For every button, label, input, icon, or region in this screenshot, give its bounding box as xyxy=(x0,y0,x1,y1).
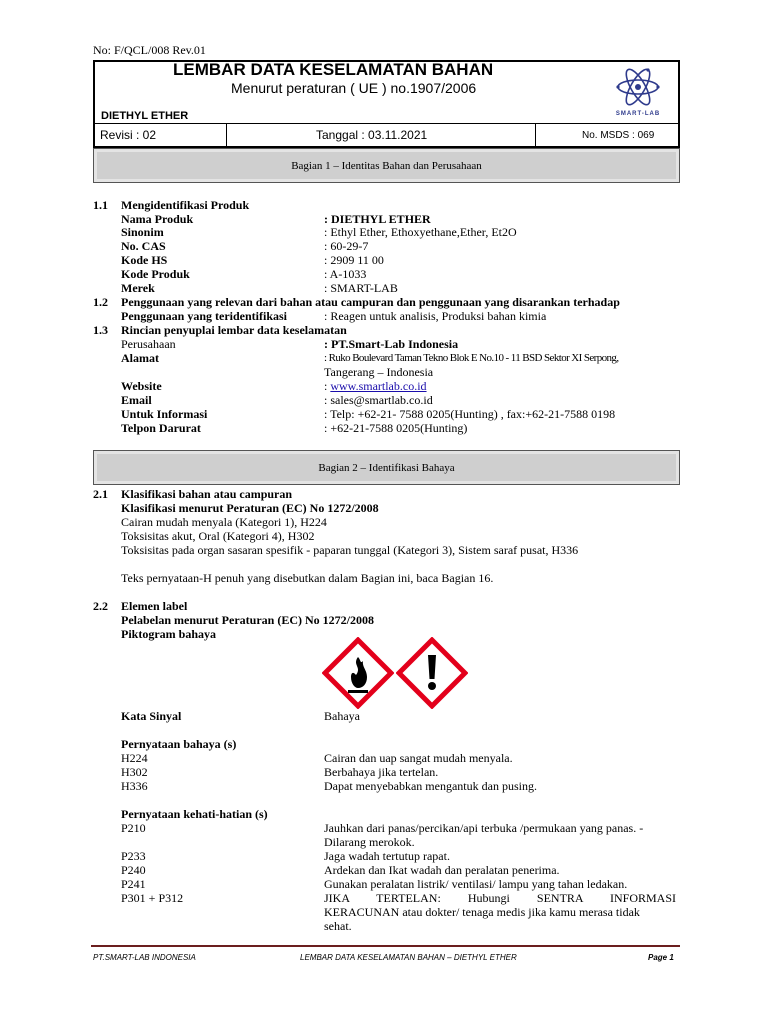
sinonim-label: Sinonim xyxy=(121,225,164,239)
use-value: : Reagen untuk analisis, Produksi bahan kimia xyxy=(324,309,547,323)
s11-title: Mengidentifikasi Produk xyxy=(121,198,250,212)
section-2-header xyxy=(93,450,680,485)
flame-pictogram-icon xyxy=(322,637,394,709)
sinonim-value: : Ethyl Ether, Ethoxyethane,Ether, Et2O xyxy=(324,225,517,239)
s11-number: 1.1 xyxy=(93,198,108,212)
cas-label: No. CAS xyxy=(121,239,166,253)
p240-code: P240 xyxy=(121,863,146,877)
section-1-title: Bagian 1 – Identitas Bahan dan Perusahaan xyxy=(291,159,482,172)
email-value: : sales@smartlab.co.id xyxy=(324,393,433,407)
class-1: Cairan mudah menyala (Kategori 1), H224 xyxy=(121,515,327,529)
alamat-value: : Ruko Boulevard Taman Tekno Blok E No.10 - 11 BSD Sektor XI Serpong, xyxy=(324,352,619,364)
msds-number: No. MSDS : 069 xyxy=(582,130,655,141)
website-link[interactable]: www.smartlab.co.id xyxy=(330,379,427,393)
h302-code: H302 xyxy=(121,765,148,779)
footer-page-number: Page 1 xyxy=(648,953,674,962)
p240-text: Ardekan dan Ikat wadah dan peralatan penerima. xyxy=(324,863,560,877)
perusahaan-label: Perusahaan xyxy=(121,337,176,351)
use-label: Penggunaan yang teridentifikasi xyxy=(121,309,288,323)
p241-code: P241 xyxy=(121,877,146,891)
section-1-header xyxy=(93,148,680,183)
website-value xyxy=(324,379,427,393)
info-label: Untuk Informasi xyxy=(121,407,208,421)
page-subtitle: Menurut peraturan ( UE ) no.1907/2006 xyxy=(231,80,477,96)
p301-text: JIKA TERTELAN: Hubungi SENTRA INFORMASI xyxy=(324,891,676,905)
page-title: LEMBAR DATA KESELAMATAN BAHAN xyxy=(173,60,494,79)
s12-number: 1.2 xyxy=(93,295,108,309)
alamat-value-line2: Tangerang – Indonesia xyxy=(324,365,434,379)
s21-sub: Klasifikasi menurut Peraturan (EC) No 1272/2008 xyxy=(121,501,379,515)
s22-number: 2.2 xyxy=(93,599,108,613)
h224-code: H224 xyxy=(121,751,148,765)
issue-date: Tanggal : 03.11.2021 xyxy=(316,128,428,142)
darurat-value: : +62-21-7588 0205(Hunting) xyxy=(324,421,468,435)
s22-sub: Pelabelan menurut Peraturan (EC) No 1272/2008 xyxy=(121,613,374,627)
section-2-title: Bagian 2 – Identifikasi Bahaya xyxy=(318,461,455,474)
h-note: Teks pernyataan-H penuh yang disebutkan dalam Bagian ini, baca Bagian 16. xyxy=(121,571,494,585)
hs-label: Kode HS xyxy=(121,253,168,267)
p233-text: Jaga wadah tertutup rapat. xyxy=(324,849,450,863)
p241-text: Gunakan peralatan listrik/ ventilasi/ lampu yang tahan ledakan. xyxy=(324,877,628,891)
exclamation-pictogram-icon xyxy=(396,637,468,709)
info-value: : Telp: +62-21- 7588 0205(Hunting) , fax:+62-21-7588 0198 xyxy=(324,407,616,421)
hazard-statements-title: Pernyataan bahaya (s) xyxy=(121,737,237,751)
darurat-label: Telpon Darurat xyxy=(121,421,201,435)
nama-label: Nama Produk xyxy=(121,212,194,226)
product-name: DIETHYL ETHER xyxy=(101,110,189,122)
perusahaan-value: : PT.Smart-Lab Indonesia xyxy=(324,337,459,351)
cas-value: : 60-29-7 xyxy=(324,239,369,253)
p210-text-line2: Dilarang merokok. xyxy=(324,835,415,849)
website-label: Website xyxy=(121,379,162,393)
p233-code: P233 xyxy=(121,849,146,863)
footer-company: PT.SMART-LAB INDONESIA xyxy=(93,953,196,962)
kode-value: : A-1033 xyxy=(324,267,367,281)
email-label: Email xyxy=(121,393,152,407)
s12-title: Penggunaan yang relevan dari bahan atau campuran dan penggunaan yang disarankan terhadap xyxy=(121,295,620,309)
logo-text: SMART-LAB xyxy=(615,111,661,117)
merek-label: Merek xyxy=(121,281,155,295)
p210-text: Jauhkan dari panas/percikan/api terbuka /permukaan yang panas. - xyxy=(324,821,644,835)
s13-title: Rincian penyuplai lembar data keselamatan xyxy=(121,323,347,337)
signal-label: Kata Sinyal xyxy=(121,709,182,723)
class-2: Toksisitas akut, Oral (Kategori 4), H302 xyxy=(121,529,315,543)
revision: Revisi : 02 xyxy=(100,128,157,142)
s13-number: 1.3 xyxy=(93,323,108,337)
s21-number: 2.1 xyxy=(93,487,108,501)
p301-code: P301 + P312 xyxy=(121,891,184,905)
footer-doc-title: LEMBAR DATA KESELAMATAN BAHAN – DIETHYL ETHER xyxy=(300,953,517,962)
smart-lab-logo xyxy=(602,62,674,118)
p301-text-line3: sehat. xyxy=(324,919,352,933)
website-colon: : xyxy=(324,379,331,393)
precaution-title: Pernyataan kehati-hatian (s) xyxy=(121,807,268,821)
h302-text: Berbahaya jika tertelan. xyxy=(324,765,439,779)
hs-value: : 2909 11 00 xyxy=(324,253,384,267)
class-3: Toksisitas pada organ sasaran spesifik - paparan tunggal (Kategori 3), Sistem saraf pusat, H336 xyxy=(121,543,579,557)
footer-divider xyxy=(91,945,680,947)
alamat-label: Alamat xyxy=(121,351,159,365)
h336-text: Dapat menyebabkan mengantuk dan pusing. xyxy=(324,779,537,793)
s21-title: Klasifikasi bahan atau campuran xyxy=(121,487,293,501)
p301-text-line2: KERACUNAN atau dokter/ tenaga medis jika kamu merasa tidak xyxy=(324,905,640,919)
merek-value: : SMART-LAB xyxy=(324,281,398,295)
kode-label: Kode Produk xyxy=(121,267,190,281)
doc-number: No: F/QCL/008 Rev.01 xyxy=(93,43,206,57)
h224-text: Cairan dan uap sangat mudah menyala. xyxy=(324,751,513,765)
s22-title: Elemen label xyxy=(121,599,188,613)
nama-value: : DIETHYL ETHER xyxy=(324,212,431,226)
signal-value: Bahaya xyxy=(324,709,360,723)
p210-code: P210 xyxy=(121,821,146,835)
pictogram-label: Piktogram bahaya xyxy=(121,627,217,641)
h336-code: H336 xyxy=(121,779,148,793)
